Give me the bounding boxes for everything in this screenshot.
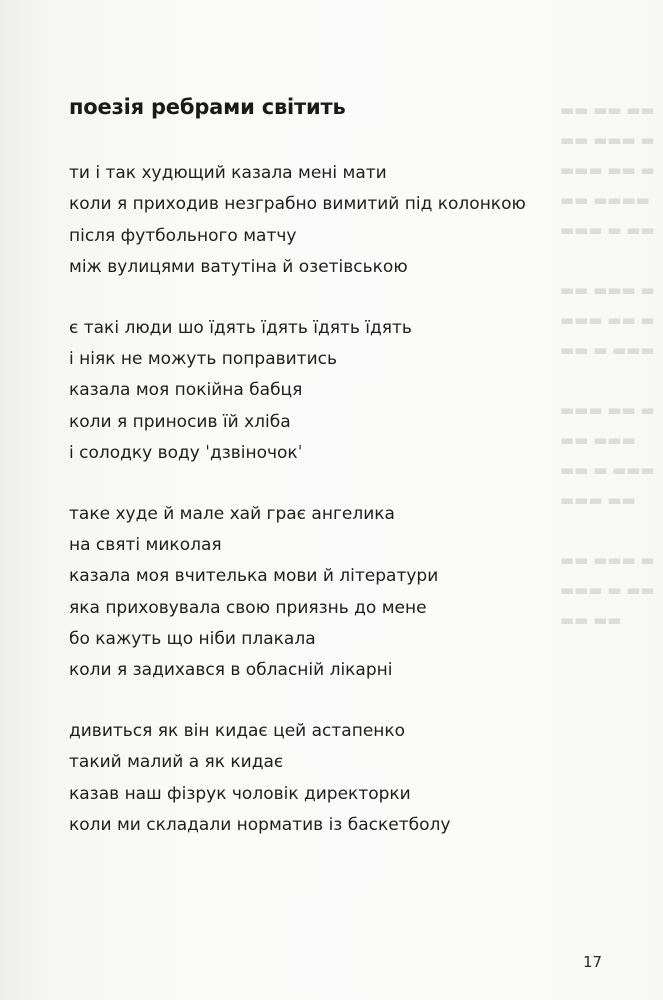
poem-line: ти і так худющий казала мені мати [69,163,387,183]
poem-line: між вулицями ватутіна й озетівською [69,257,408,278]
poem-line: і солодку воду ˈдзвіночокˈ [69,443,303,464]
page-number: 17 [583,953,603,971]
show-through-text: ▬▬ ▬▬ ▬▬ ▬▬ ▬▬▬ ▬ ▬▬▬ ▬▬ ▬ ▬▬ ▬▬▬▬ ▬▬▬ ▬ ▬▬ ▬▬ ▬▬▬ ▬ ▬▬▬ ▬▬ ▬ ▬▬ ▬ ▬▬▬ ▬▬▬ ▬▬ ▬ ▬▬ ▬▬▬ ▬▬ ▬ ▬▬▬ ▬▬▬ ▬▬ ▬▬ ▬▬▬ ▬ ▬▬▬ ▬ ▬▬ ▬▬ ▬▬ [560,101,655,629]
poem-line: казав наш фізрук чоловік директорки [69,783,411,804]
poem-line: є такі люди шо їдять їдять їдять їдять [69,317,412,338]
poem-line: казала моя вчителька мови й літератури [69,566,439,587]
poem-line: бо кажуть що ніби плакала [69,629,316,650]
poem-line: і ніяк не можуть поправитись [69,348,337,369]
poem-line: яка приховувала свою приязнь до мене [69,597,427,618]
poem-line: таке худе й мале хай грає ангелика [69,503,395,524]
poem-body [69,158,569,870]
poem-line: коли я приносив їй хліба [69,411,291,432]
poem-line: такий малий а як кидає [69,752,284,773]
stanza [69,313,569,470]
poem-line: після футбольного матчу [69,225,297,246]
stanza [69,499,569,687]
poem-line: казала моя покійна бабця [69,380,303,401]
poem-line: коли я задихався в обласній лікарні [69,660,393,681]
poem-title: поезія ребрами світить [69,95,346,119]
poem-line: дивиться як він кидає цей астапенко [69,720,406,741]
poem-line: коли я приходив незграбно вимитий під колонкою [69,194,526,215]
stanza [69,716,569,842]
poem-line: коли ми складали норматив із баскетболу [69,815,451,836]
stanza [69,158,569,284]
poem-line: на святі миколая [69,534,222,555]
